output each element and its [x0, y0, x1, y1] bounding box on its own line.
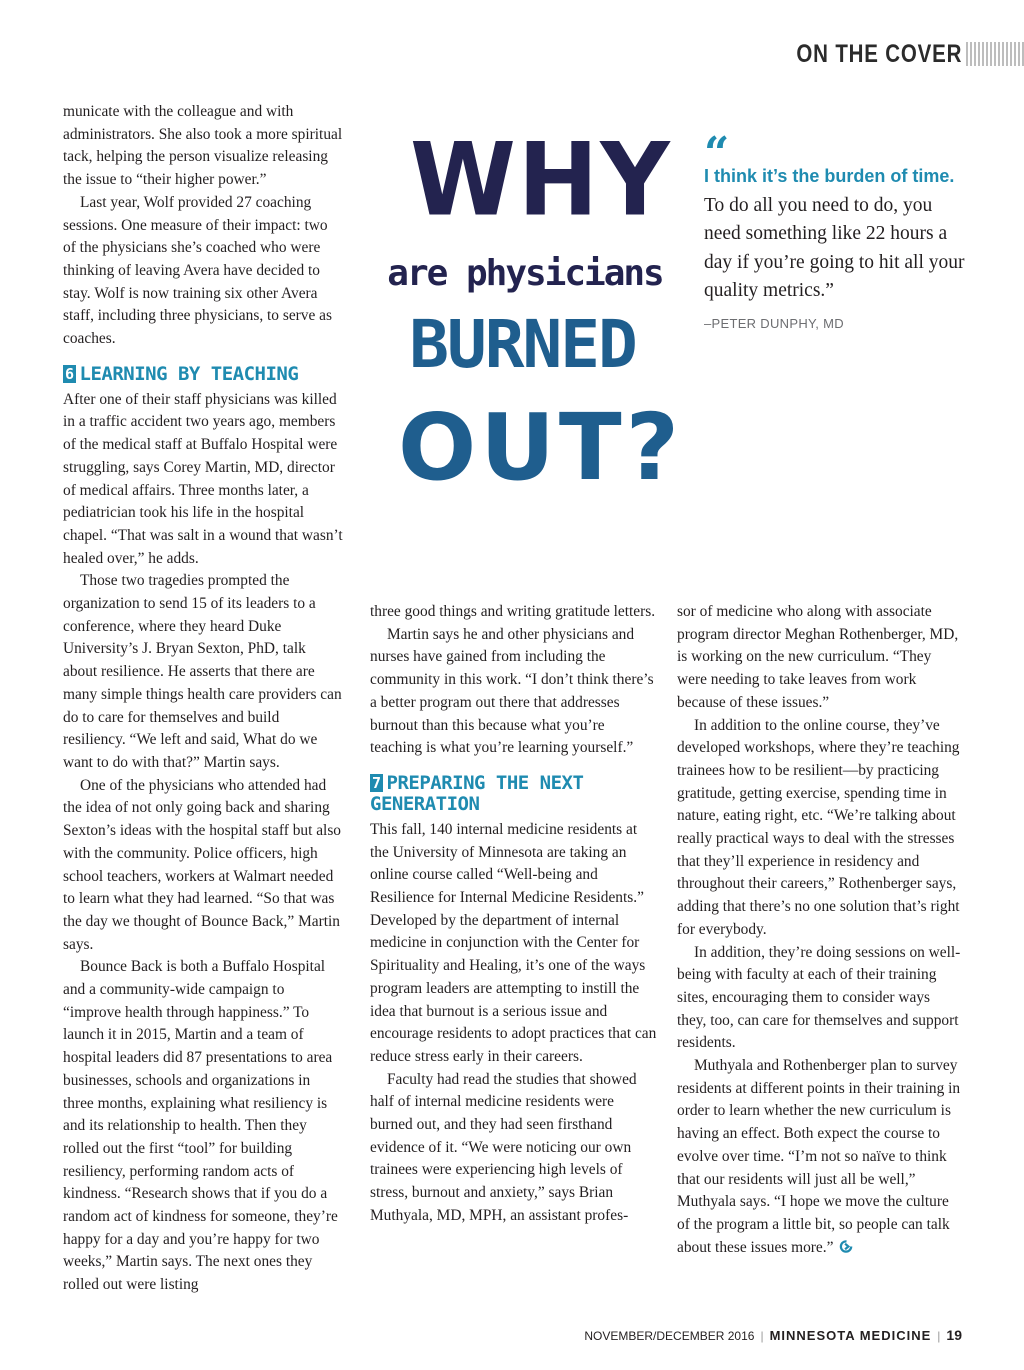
article-column-3 [677, 601, 962, 1259]
paragraph: Bounce Back is both a Buffalo Hospital and a community-wide campaign to “improve health through happiness.” To launch it in 2015, Martin and a team of hospital leaders did 87 presentations to area businesses, schools and organizations in three months, explaining what resiliency is and its relationship to health. Then they rolled out the first “tool” for building resiliency, performing random acts of kindness. “Research shows that if you do a random act of kindness for someone, they’re happy for a day and you’re happy for two weeks,” Martin says. The next ones they rolled out were listing [63, 958, 338, 1294]
subhead-learning-by-teaching [63, 364, 343, 385]
pull-quote-emphasis: I think it’s the burden of time. [704, 166, 955, 186]
paragraph: One of the physicians who attended had the idea of not only going back and sharing Sexton’s ideas with the hospital staff but also with the community. Police officers, high school teachers, workers at Walmart needed to learn what they had learned. “So that was the day we thought of Bounce Back,” Martin says. [63, 776, 342, 953]
footer-divider: | [760, 1329, 764, 1343]
headline-are-physicians: are physicians [387, 253, 663, 294]
paragraph: After one of their staff physicians was killed in a traffic accident two years ago, members of the medical staff at Buffalo Hospital were struggling, says Corey Martin, MD, director of medical affairs. Three months later, a pediatrician took his life in the hospital chapel. “That was salt in a wound that wasn’t healed over,” he adds. [63, 390, 343, 567]
continue-arrow-icon [839, 1239, 854, 1254]
pull-quote-attribution: –PETER DUNPHY, MD [704, 316, 844, 331]
paragraph: Martin says he and other physicians and nurses have gained from including the community in this work. “I don’t think there’s a better program out there that addresses burnout than this because what you’re teaching is what you’re learning yourself.” [370, 625, 654, 757]
paragraph: sor of medicine who along with associate program director Meghan Rothenberger, MD, is working on the new curriculum. “They were needing to take leaves from work because of these issues.” [677, 603, 959, 711]
paragraph-text: Muthyala and Rothenberger plan to survey residents at different points in their training in order to learn whether the new curriculum is having an effect. Both expect the course to evolve over time. “I’m not so naïve to think that our residents will just all be well,” Muthyala says. “I hope we move the culture of the program a little bit, so people can talk about these issues more.” [677, 1057, 961, 1256]
headline-burned: BURNED [409, 306, 636, 383]
issue-date: NOVEMBER/DECEMBER 2016 [584, 1329, 755, 1343]
pull-quote-text: To do all you need to do, you need something like 22 hours a day if you’re going to hit all your quality metrics.” [704, 194, 965, 301]
page-number: 19 [946, 1327, 962, 1343]
paragraph: Last year, Wolf provided 27 coaching sessions. One measure of their impact: two of the physicians she’s coached who were thinking of leaving Avera have decided to stay. Wolf is now training six other Avera staff, including three physicians, to serve as coaches. [63, 193, 332, 348]
subhead-preparing-next-generation [370, 773, 658, 815]
article-column-2 [370, 601, 658, 1228]
headline-out-text: OUT? [398, 394, 684, 501]
footer-divider: | [937, 1329, 941, 1343]
magazine-name: MINNESOTA MEDICINE [769, 1328, 932, 1343]
paragraph [677, 1055, 962, 1259]
paragraph: This fall, 140 internal medicine residents at the University of Minnesota are taking an online course called “Well-being and Resilience for Internal Medicine Residents.” Developed by the department of internal medicine in conjunction with the Center for Spirituality and Healing, it’s one of the ways program leaders are attempting to instill the idea that burnout is a serious issue and encourage residents to adopt practices that can reduce stress early in their careers. [370, 820, 657, 1065]
section-tag: ON THE COVER [796, 40, 962, 68]
headline-why: WHY [410, 121, 672, 239]
paragraph: municate with the colleague and with administrators. She also took a more spiritual tack, helping the person visualize releasing the issue to “their higher power.” [63, 103, 343, 189]
headline-out [398, 388, 684, 508]
pull-quote [704, 128, 966, 306]
article-column-1 [63, 101, 343, 1297]
page-footer [584, 1327, 962, 1343]
tag-pattern-decoration [966, 42, 1024, 66]
subhead-title: PREPARING THE NEXT GENERATION [370, 771, 584, 815]
cover-headline-graphic [370, 121, 684, 510]
open-quote-icon: “ [704, 128, 730, 179]
subhead-title: LEARNING BY TEACHING [79, 362, 299, 385]
subhead-number: 7 [372, 773, 381, 792]
subhead-number: 6 [65, 364, 74, 383]
paragraph: In addition to the online course, they’ve developed workshops, where they’re teaching trainees how to be resilient—by practicing gratitude, getting exercise, spending time in nature, eating right, etc. “We’re talking about really practical ways to deal with the stresses that they’ll experience in residency and throughout their careers,” Rothenberger says, adding that there’s no one solution that’s right for everybody. [677, 716, 960, 938]
paragraph: Faculty had read the studies that showed half of internal medicine residents were burned out, and they had seen firsthand evidence of it. “We were noticing our own trainees were experiencing high levels of stress, burnout and anxiety,” says Brian Muthyala, MD, MPH, an assistant profes- [370, 1070, 637, 1224]
paragraph: three good things and writing gratitude letters. [370, 603, 656, 620]
paragraph: Those two tragedies prompted the organization to send 15 of its leaders to a conference, where they heard Duke University’s J. Bryan Sexton, PhD, talk about resilience. He asserts that there are many simple things health care providers can do to care for themselves and build resiliency. “We left and said, What do we want to do with that?” Martin says. [63, 572, 342, 771]
paragraph: In addition, they’re doing sessions on well-being with faculty at each of their training sites, encouraging them to consider ways they, too, can care for themselves and support residents. [677, 943, 961, 1052]
